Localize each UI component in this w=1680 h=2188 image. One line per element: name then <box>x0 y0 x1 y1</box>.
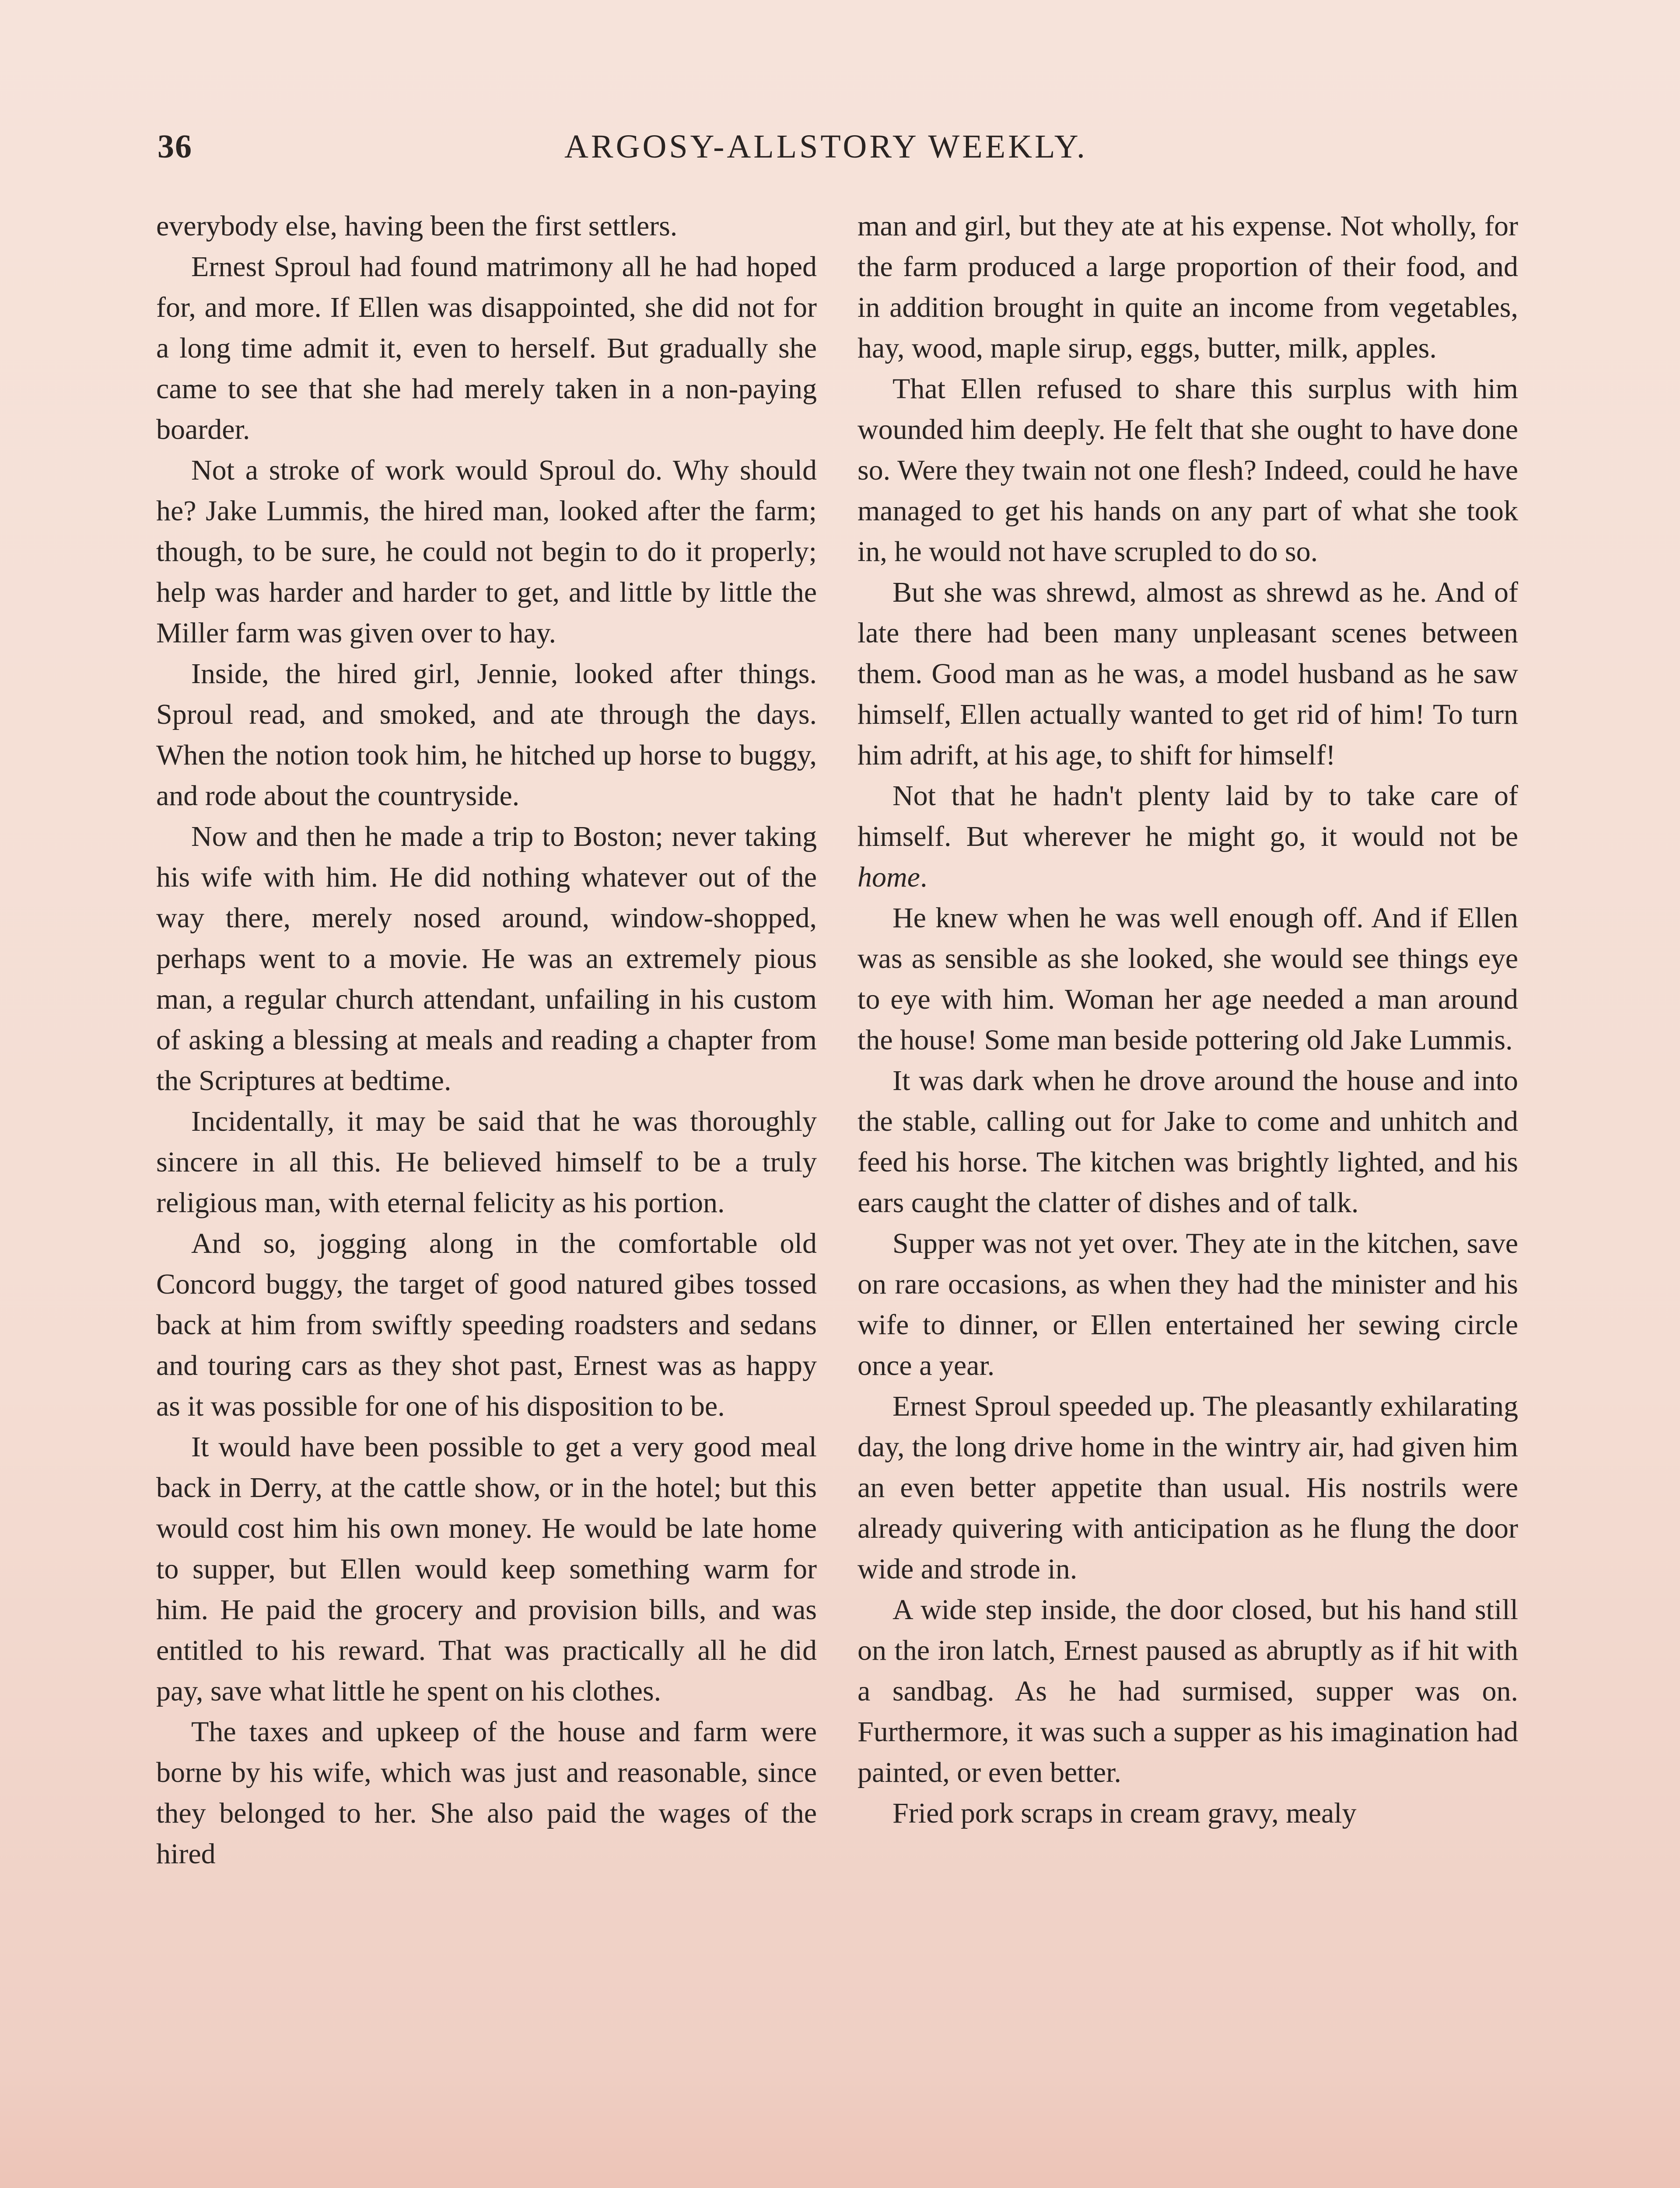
paragraph: Fried pork scraps in cream gravy, mealy <box>892 1797 1357 1829</box>
running-head: ARGOSY-ALLSTORY WEEKLY. <box>564 128 1088 165</box>
paragraph: Supper was not yet over. They ate in the kitchen, save on rare occasions, as when they had the minister and his wife to dinner, or Ellen entertained her sewing circle once a year. <box>858 1227 1518 1382</box>
emphasis-home: home <box>858 861 920 893</box>
paragraph: Incidentally, it may be said that he was thoroughly sincere in all this. He believed himself to be a truly religious man, with eternal felicity as his portion. <box>156 1105 817 1219</box>
right-column <box>858 206 1518 1834</box>
paragraph: everybody else, having been the first settlers. <box>156 210 678 242</box>
paragraph-text: . <box>920 861 928 893</box>
paragraph: A wide step inside, the door closed, but his hand still on the iron latch, Ernest paused as abruptly as if hit with a sandbag. As he had surmised, supper was on. Furthermore, it was such a supper as his imagination had painted, or even better. <box>858 1594 1518 1788</box>
paragraph: But she was shrewd, almost as shrewd as he. And of late there had been many unpleasant scenes between them. Good man as he was, a model husband as he saw himself, Ellen actually wanted to get rid of him! To turn him adrift, at his age, to shift for himself! <box>858 576 1518 771</box>
paragraph-text: Not that he hadn't plenty laid by to take care of himself. But wherever he might go, it would not be <box>858 780 1518 852</box>
paragraph: Inside, the hired girl, Jennie, looked after things. Sproul read, and smoked, and ate through the days. When the notion took him, he hitched up horse to buggy, and rode about the countryside. <box>156 658 817 812</box>
paragraph: It would have been possible to get a very good meal back in Derry, at the cattle show, or in the hotel; but this would cost him his own money. He would be late home to supper, but Ellen would keep something warm for him. He paid the grocery and provision bills, and was entitled to his reward. That was practically all he did pay, save what little he spent on his clothes. <box>156 1431 817 1707</box>
paragraph: The taxes and upkeep of the house and farm were borne by his wife, which was just and reasonable, since they belonged to her. She also paid the wages of the hired <box>156 1716 817 1870</box>
paragraph: man and girl, but they ate at his expense. Not wholly, for the farm produced a large proportion of their food, and in addition brought in quite an income from vegetables, hay, wood, maple sirup, eggs, butter, milk, apples. <box>858 210 1518 364</box>
paragraph: And so, jogging along in the comfortable old Concord buggy, the target of good natured gibes tossed back at him from swiftly speeding roadsters and sedans and touring cars as they shot past, Ernest was as happy as it was possible for one of his disposition to be. <box>156 1227 817 1422</box>
paragraph: It was dark when he drove around the house and into the stable, calling out for Jake to come and unhitch and feed his horse. The kitchen was brightly lighted, and his ears caught the clatter of dishes and of talk. <box>858 1065 1518 1219</box>
paragraph: He knew when he was well enough off. And if Ellen was as sensible as she looked, she would see things eye to eye with him. Woman her age needed a man around the house! Some man beside pottering old Jake Lummis. <box>858 902 1518 1056</box>
paragraph: Not a stroke of work would Sproul do. Why should he? Jake Lummis, the hired man, looked after the farm; though, to be sure, he could not begin to do it properly; help was harder and harder to get, and little by little the Miller farm was given over to hay. <box>156 454 817 649</box>
paragraph: Now and then he made a trip to Boston; never taking his wife with him. He did nothing whatever out of the way there, merely nosed around, window-shopped, perhaps went to a movie. He was an extremely pious man, a regular church attendant, unfailing in his custom of asking a blessing at meals and reading a chapter from the Scriptures at bedtime. <box>156 820 817 1097</box>
page-header <box>158 128 1120 180</box>
page-number: 36 <box>158 128 192 165</box>
left-column <box>156 206 817 1874</box>
paragraph: That Ellen refused to share this surplus with him wounded him deeply. He felt that she ought to have done so. Were they twain not one flesh? Indeed, could he have managed to get his hands on any part of what she took in, he would not have scrupled to do so. <box>858 373 1518 568</box>
paragraph <box>858 775 1518 898</box>
paragraph: Ernest Sproul speeded up. The pleasantly exhilarating day, the long drive home in the wintry air, had given him an even better appetite than usual. His nostrils were already quivering with anticipation as he flung the door wide and strode in. <box>858 1390 1518 1585</box>
paragraph: Ernest Sproul had found matrimony all he had hoped for, and more. If Ellen was disappointed, she did not for a long time admit it, even to herself. But gradually she came to see that she had merely taken in a non-paying boarder. <box>156 251 817 445</box>
